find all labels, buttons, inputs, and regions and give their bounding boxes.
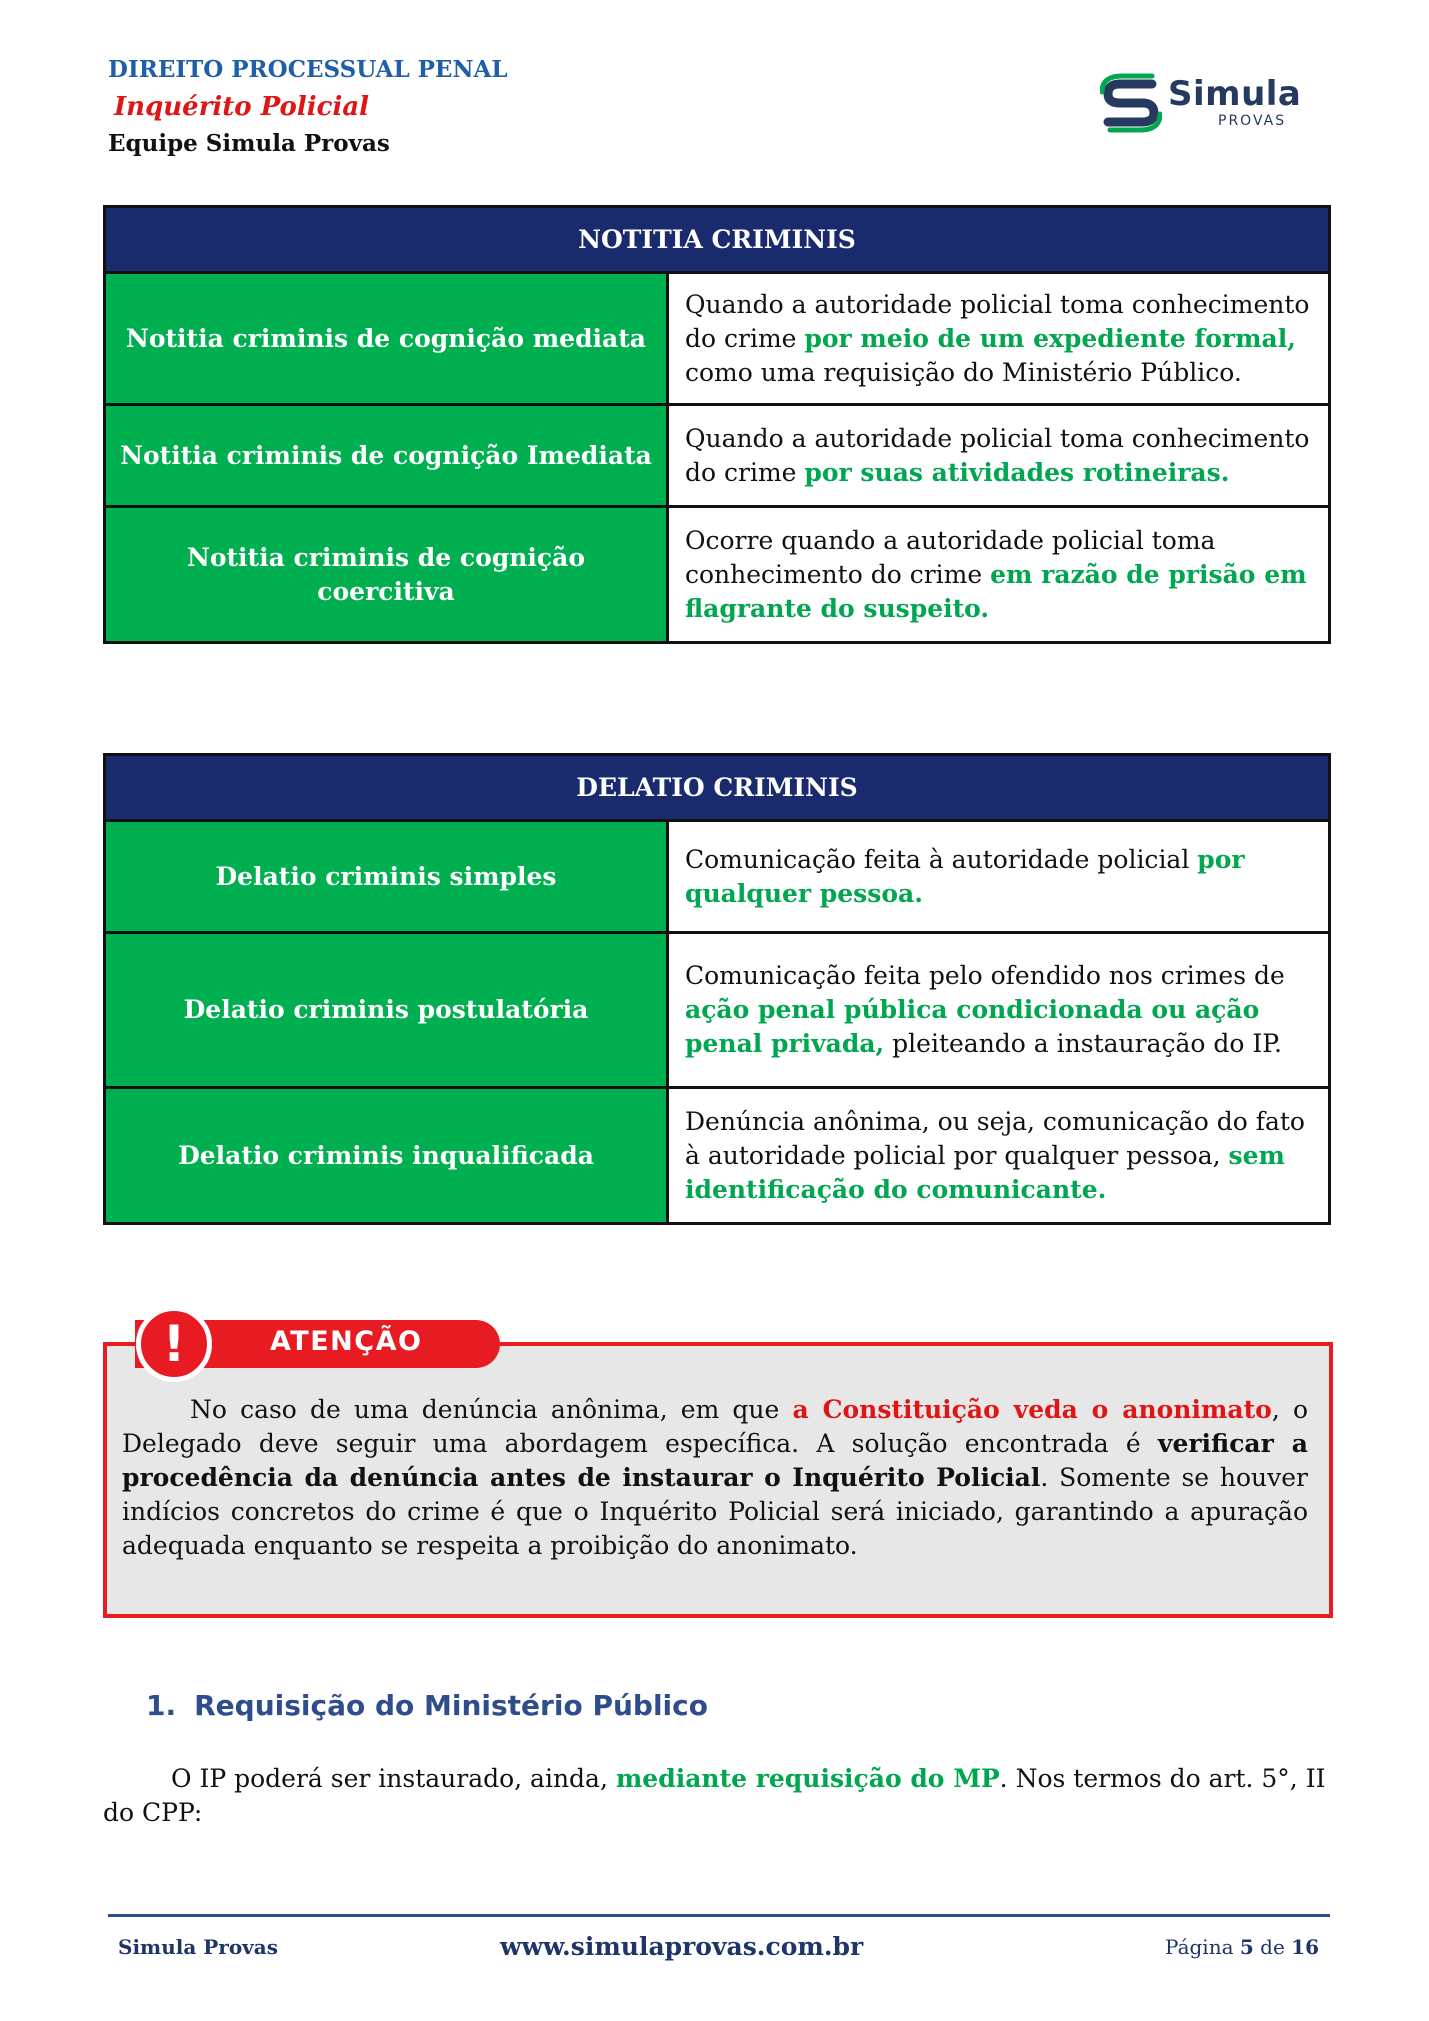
table-row (105, 507, 1330, 643)
row-label: Delatio criminis postulatória (105, 933, 668, 1088)
row-description: Quando a autoridade policial toma conhecimento do crime por suas atividades rotineiras. (668, 405, 1330, 507)
logo-name: Simula (1168, 74, 1302, 114)
row-label: Delatio criminis inqualificada (105, 1088, 668, 1224)
document-author: Equipe Simula Provas (108, 130, 390, 157)
row-description: Quando a autoridade policial toma conhecimento do crime por meio de um expediente formal, como uma requisição do Ministério Público. (668, 273, 1330, 405)
delatio-table-title: DELATIO CRIMINIS (105, 755, 1330, 821)
row-description: Comunicação feita pelo ofendido nos crimes de ação penal pública condicionada ou ação penal privada, pleiteando a instauração do IP. (668, 933, 1330, 1088)
attention-label: ATENÇÃO (270, 1326, 423, 1357)
section-number: 1. (146, 1689, 177, 1722)
row-description: Denúncia anônima, ou seja, comunicação do fato à autoridade policial por qualquer pessoa, sem identificação do comunicante. (668, 1088, 1330, 1224)
simula-provas-logo (1100, 68, 1310, 138)
row-label: Delatio criminis simples (105, 821, 668, 933)
row-label: Notitia criminis de cognição mediata (105, 273, 668, 405)
page-number: Página 5 de 16 (1165, 1935, 1319, 1959)
simula-s-logo-icon (1100, 72, 1162, 134)
section-title: Requisição do Ministério Público (194, 1689, 708, 1722)
document-topic: Inquérito Policial (114, 92, 370, 122)
notitia-criminis-table (103, 205, 1331, 644)
logo-subtitle: PROVAS (1218, 113, 1287, 129)
table-row (105, 405, 1330, 507)
notitia-table-title: NOTITIA CRIMINIS (105, 207, 1330, 273)
footer-url-link[interactable]: www.simulaprovas.com.br (500, 1932, 864, 1961)
exclamation-icon: ! (136, 1306, 212, 1382)
body-paragraph: O IP poderá ser instaurado, ainda, mediante requisição do MP. Nos termos do art. 5°, II do CPP: (103, 1764, 1326, 1827)
delatio-criminis-table (103, 753, 1331, 1225)
row-label: Notitia criminis de cognição coercitiva (105, 507, 668, 643)
footer-divider (108, 1914, 1330, 1917)
row-label: Notitia criminis de cognição Imediata (105, 405, 668, 507)
row-description: Ocorre quando a autoridade policial toma conhecimento do crime em razão de prisão em flagrante do suspeito. (668, 507, 1330, 643)
table-row (105, 933, 1330, 1088)
document-subject: DIREITO PROCESSUAL PENAL (108, 56, 508, 83)
footer-brand: Simula Provas (118, 1935, 279, 1959)
attention-text: No caso de uma denúncia anônima, em que a Constituição veda o anonimato, o Delegado deve seguir uma abordagem específica. A solução encontrada é verificar a procedência da denúncia antes de instaurar o Inquérito Policial. Somente se houver indícios concretos do crime é que o Inquérito Policial será iniciado, garantindo a apuração adequada enquanto se respeita a proibição do anonimato. (122, 1395, 1308, 1560)
table-row (105, 821, 1330, 933)
table-row (105, 1088, 1330, 1224)
section-heading (146, 1689, 708, 1722)
table-row (105, 273, 1330, 405)
row-description: Comunicação feita à autoridade policial por qualquer pessoa. (668, 821, 1330, 933)
